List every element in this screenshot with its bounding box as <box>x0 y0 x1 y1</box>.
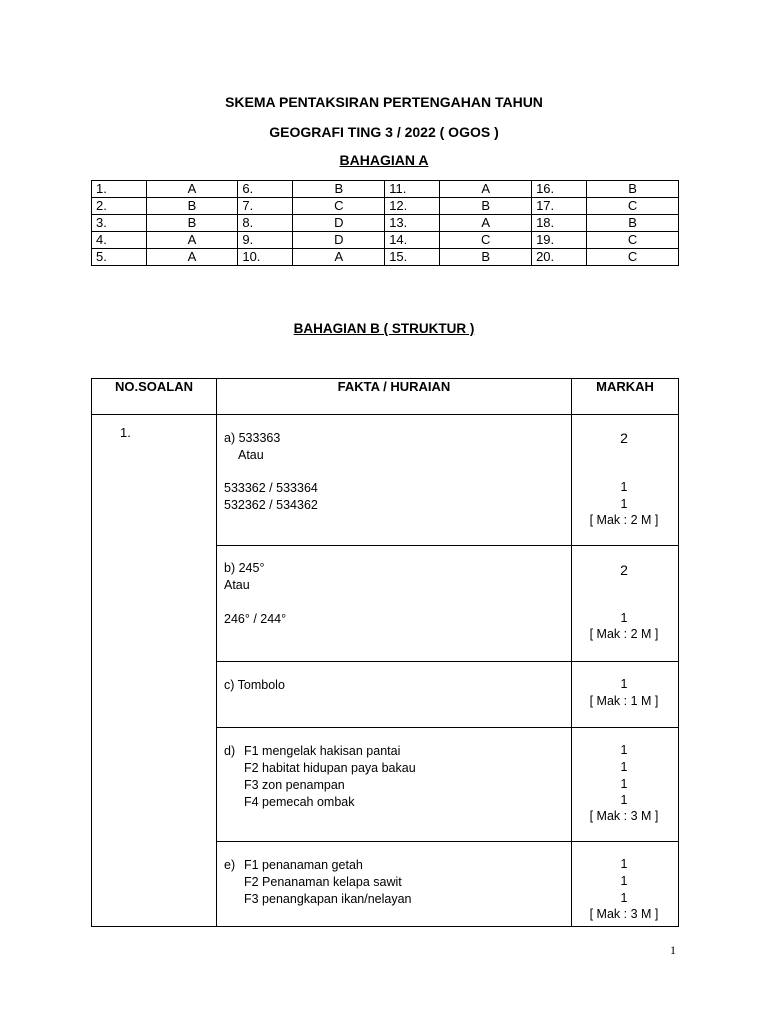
question-number-cell: 20. <box>532 249 587 266</box>
structure-table <box>91 378 679 927</box>
answer-cell: D <box>293 232 385 249</box>
answer-cell: B <box>440 249 532 266</box>
question-number-cell: 7. <box>238 198 293 215</box>
question-number-cell: 13. <box>385 215 440 232</box>
question-number-cell: 12. <box>385 198 440 215</box>
question-number-cell: 9. <box>238 232 293 249</box>
header-fakta-huraian: FAKTA / HURAIAN <box>217 379 572 415</box>
answer-table <box>91 180 679 266</box>
answer-a: a) 533363 Atau 533362 / 533364 532362 / 534362 <box>217 415 572 546</box>
question-number-cell: 16. <box>532 181 587 198</box>
marks-b: 2 1 [ Mak : 2 M ] <box>572 546 679 662</box>
answer-cell: C <box>587 198 679 215</box>
question-number-cell: 3. <box>92 215 147 232</box>
question-number: 1. <box>92 415 217 927</box>
answer-cell: B <box>587 181 679 198</box>
question-number-cell: 15. <box>385 249 440 266</box>
answer-cell: B <box>293 181 385 198</box>
question-number-cell: 6. <box>238 181 293 198</box>
page-number: 1 <box>670 943 676 957</box>
answer-cell: B <box>146 198 238 215</box>
document-title: SKEMA PENTAKSIRAN PERTENGAHAN TAHUN <box>225 94 543 110</box>
answer-cell: C <box>293 198 385 215</box>
question-number-cell: 14. <box>385 232 440 249</box>
marks-a: 2 1 1 [ Mak : 2 M ] <box>572 415 679 546</box>
answer-cell: B <box>146 215 238 232</box>
question-number-cell: 17. <box>532 198 587 215</box>
section-b-heading: BAHAGIAN B ( STRUKTUR ) <box>293 321 475 336</box>
question-number-cell: 19. <box>532 232 587 249</box>
answer-cell: B <box>587 215 679 232</box>
answer-cell: A <box>146 232 238 249</box>
document-subtitle: GEOGRAFI TING 3 / 2022 ( OGOS ) <box>269 124 499 140</box>
answer-cell: D <box>293 215 385 232</box>
answer-b: b) 245° Atau 246° / 244° <box>217 546 572 662</box>
question-number-cell: 4. <box>92 232 147 249</box>
answer-row <box>92 232 679 249</box>
question-number-cell: 11. <box>385 181 440 198</box>
question-number-cell: 8. <box>238 215 293 232</box>
answer-cell: B <box>440 198 532 215</box>
header-no-soalan: NO.SOALAN <box>92 379 217 415</box>
answer-row <box>92 181 679 198</box>
marks-c: 1 [ Mak : 1 M ] <box>572 662 679 728</box>
answer-cell: A <box>440 181 532 198</box>
answer-cell: A <box>293 249 385 266</box>
answer-cell: C <box>587 232 679 249</box>
answer-row <box>92 249 679 266</box>
answer-cell: A <box>146 249 238 266</box>
answer-row <box>92 215 679 232</box>
answer-cell: C <box>587 249 679 266</box>
answer-d: d) F1 mengelak hakisan pantai F2 habitat hidupan paya bakau F3 zon penampan F4 pemecah ombak <box>217 728 572 842</box>
question-number-cell: 1. <box>92 181 147 198</box>
answer-cell: C <box>440 232 532 249</box>
answer-e: e) F1 penanaman getah F2 Penanaman kelapa sawit F3 penangkapan ikan/nelayan <box>217 842 572 927</box>
question-number-cell: 18. <box>532 215 587 232</box>
question-number-cell: 5. <box>92 249 147 266</box>
marks-d: 1 1 1 1 [ Mak : 3 M ] <box>572 728 679 842</box>
header-markah: MARKAH <box>572 379 679 415</box>
marks-e: 1 1 1 [ Mak : 3 M ] <box>572 842 679 927</box>
answer-c: c) Tombolo <box>217 662 572 728</box>
question-number-cell: 2. <box>92 198 147 215</box>
answer-row <box>92 198 679 215</box>
section-a-heading: BAHAGIAN A <box>339 152 429 168</box>
answer-cell: A <box>146 181 238 198</box>
question-number-cell: 10. <box>238 249 293 266</box>
answer-cell: A <box>440 215 532 232</box>
